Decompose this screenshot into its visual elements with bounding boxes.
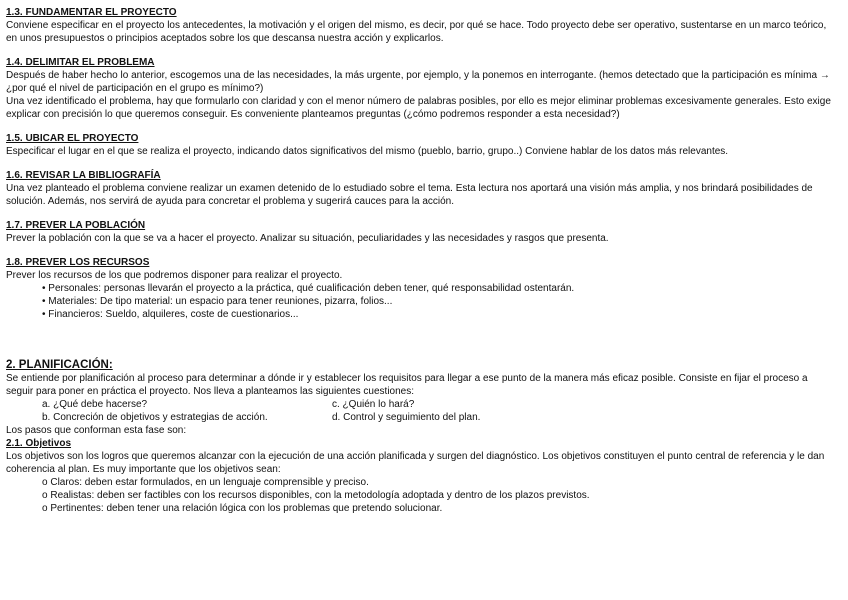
list-item: o Realistas: deben ser factibles con los recursos disponibles, con la metodología adoptada y dentro de los plazos previstos. [42,489,834,502]
paragraph: Los pasos que conforman esta fase son: [6,425,187,436]
section-heading: 1.5. UBICAR EL PROYECTO [6,133,139,144]
section-heading: 1.6. REVISAR LA BIBLIOGRAFÍA [6,170,161,181]
subsection-heading: 2.1. Objetivos [6,438,72,449]
section-1-4 [6,56,834,121]
paragraph: Los objetivos son los logros que queremos alcanzar con la ejecución de una acción planificada y surgen del diagnóstico. Los objetivos constituyen el punto central de referencia y le dan coherencia al plan. Es muy importante que los objetivos sean: [6,451,825,475]
section-2 [6,359,834,437]
section-heading: 2. PLANIFICACIÓN: [6,359,113,371]
section-heading: 1.7. PREVER LA POBLACIÓN [6,220,146,231]
paragraph: Se entiende por planificación al proceso para determinar a dónde ir y establecer los requisitos para llegar a ese punto de la manera más eficaz posible. Consiste en fijar el proceso a seguir para poner en práctica el proyecto. Nos lleva a planteamos las siguientes cuestiones: [6,373,808,397]
question-item: a. ¿Qué debe hacerse? [42,399,148,410]
objectives-list [6,476,834,515]
section-1-5 [6,132,834,158]
resources-list [6,282,834,321]
list-item: o Pertinentes: deben tener una relación lógica con los problemas que pretendo solucionar. [42,502,834,515]
section-heading: 1.4. DELIMITAR EL PROBLEMA [6,57,155,68]
section-1-3 [6,6,834,45]
list-item: o Claros: deben estar formulados, en un lenguaje comprensible y preciso. [42,476,834,489]
paragraph: Una vez planteado el problema conviene realizar un examen detenido de lo estudiado sobre el tema. Esta lectura nos aportará una visión más amplia, y nos brindará posibilidades de solución. Además, nos servirá de ayuda para concretar el problema y sugerirá cauces para la acción. [6,183,813,207]
paragraph: Después de haber hecho lo anterior, escogemos una de las necesidades, la más urgente, por ejemplo, y la ponemos en interrogante. (hemos detectado que la participación es mínima → ¿por qué el nivel de participación en el grupo es mínimo?) [6,70,830,94]
paragraph: Una vez identificado el problema, hay que formularlo con claridad y con el menor número de palabras posibles, por ello es mejor eliminar problemas excesivamente generales. Esto exige explicar con precisión lo que queremos conseguir. Es conveniente planteamos preguntas (¿cómo podremos responder a esta necesidad?) [6,96,831,120]
list-item: • Financieros: Sueldo, alquileres, coste de cuestionarios... [42,308,834,321]
paragraph: Prever los recursos de los que podremos disponer para realizar el proyecto. [6,270,343,281]
section-heading: 1.8. PREVER LOS RECURSOS [6,257,150,268]
question-item: b. Concreción de objetivos y estrategias de acción. [42,412,268,423]
paragraph: Conviene especificar en el proyecto los antecedentes, la motivación y el origen del mismo, es decir, por qué se hace. Todo proyecto debe ser operativo, sustentarse en un marco teórico, en unos presupuestos o principios aceptados sobre los que descansa nuestra acción y explicarlos. [6,20,827,44]
section-1-8 [6,256,834,321]
section-1-7 [6,219,834,245]
section-2-1 [6,437,834,515]
question-item: d. Control y seguimiento del plan. [332,412,481,423]
question-item: c. ¿Quién lo hará? [332,399,415,410]
paragraph: Prever la población con la que se va a hacer el proyecto. Analizar su situación, peculiaridades y las necesidades y rasgos que presenta. [6,233,609,244]
document-page [6,6,834,515]
list-item: • Materiales: De tipo material: un espacio para tener reuniones, pizarra, folios... [42,295,834,308]
questions-grid [6,398,834,424]
paragraph: Especificar el lugar en el que se realiza el proyecto, indicando datos significativos del mismo (pueblo, barrio, grupo..) Conviene hablar de los datos más relevantes. [6,146,729,157]
section-heading: 1.3. FUNDAMENTAR EL PROYECTO [6,7,177,18]
section-1-6 [6,169,834,208]
list-item: • Personales: personas llevarán el proyecto a la práctica, qué cualificación deben tener, qué responsabilidad ostentarán. [42,282,834,295]
